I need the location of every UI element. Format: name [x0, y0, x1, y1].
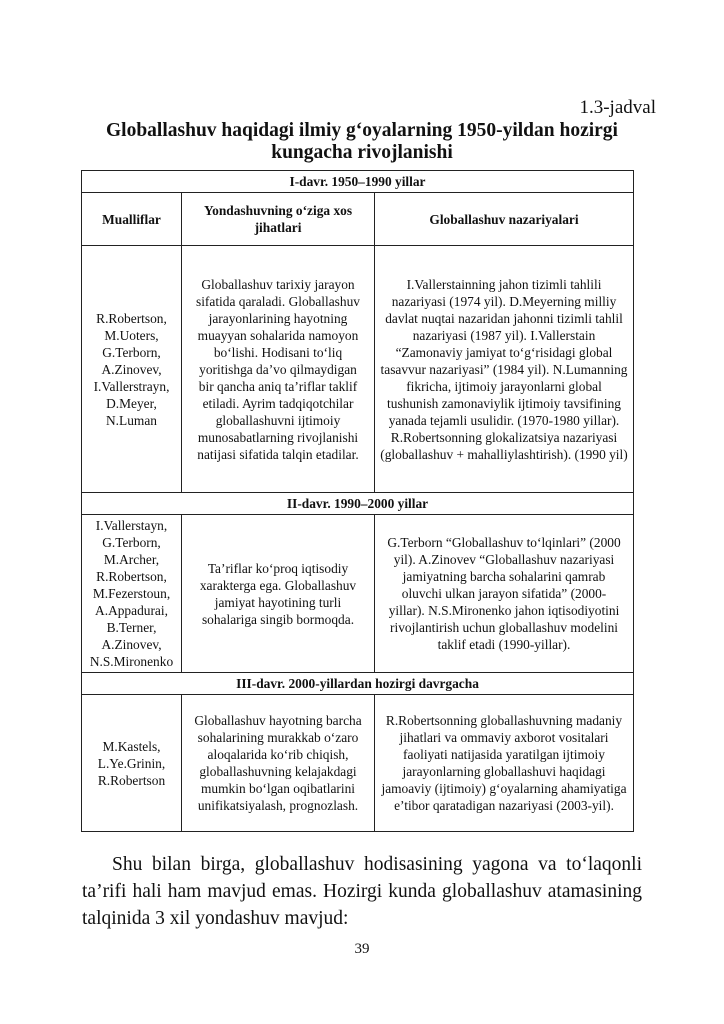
table-title: Globallashuv haqidagi ilmiy g‘oyalarning 1950-yildan hozirgi kungacha rivojlanishi [106, 120, 618, 163]
period-row [82, 171, 634, 193]
table-row [82, 246, 634, 493]
column-header-authors: Mualliflar [82, 193, 182, 246]
column-header-theories: Globallashuv nazariyalari [375, 193, 634, 246]
body-paragraph: Shu bilan birga, globallashuv hodisasining yagona va to‘laqonli ta’rifi hali ham mavjud emas. Hozirgi kunda globallashuv atamasining talqinida 3 xil yondashuv mavjud: [82, 854, 642, 929]
header-row [82, 193, 634, 246]
period-3-approach: Globallashuv hayotning barcha sohalarining murakkab o‘zaro aloqalarida ko‘rib chiqish, globallashuvning kelajakdagi mumkin bo‘lgan oqibatlarini unifikatsiyalash, prognozlash. [182, 695, 375, 832]
period-row [82, 673, 634, 695]
theories-table [81, 170, 634, 832]
period-3-label: III-davr. 2000-yillardan hozirgi davrgacha [82, 673, 634, 695]
period-3-authors: M.Kastels, L.Ye.Grinin, R.Robertson [82, 695, 182, 832]
period-1-authors: R.Robertson, M.Uoters, G.Terborn, A.Zinovev, I.Vallerstrayn, D.Meyer, N.Luman [82, 246, 182, 493]
period-1-approach: Globallashuv tarixiy jarayon sifatida qaraladi. Globallashuv jarayonlarining hayotning muayyan sohalarida namoyon bo‘lishi. Hodisani to‘liq yoritishga da’vo qilmaydigan bir qancha aniq ta’riflar taklif etiladi. Ayrim tadqiqotchilar globallashuvni ijtimoiy munosabatlarning rivojlanishi natijasi sifatida talqin etadilar. [182, 246, 375, 493]
page-number: 39 [354, 941, 370, 957]
period-2-approach: Ta’riflar ko‘proq iqtisodiy xarakterga ega. Globallashuv jamiyat hayotining turli sohalariga singib bormoqda. [182, 515, 375, 673]
period-2-theories: G.Terborn “Globallashuv to‘lqinlari” (2000 yil). A.Zinovev “Globallashuv nazariyasi jamiyatning barcha sohalarini qamrab oluvchi ulkan jarayon sifatida” (2000- yillar). N.S.Mironenko jahon iqtisodiyotini rivojlantirish uchun globallashuv modelini taklif etadi (1990-yillar). [375, 515, 634, 673]
table-row [82, 695, 634, 832]
period-1-label: I-davr. 1950–1990 yillar [82, 171, 634, 193]
period-row [82, 493, 634, 515]
table-label: 1.3-jadval [579, 97, 656, 118]
period-3-theories: R.Robertsonning globallashuvning madaniy jihatlari va ommaviy axborot vositalari faoliyati natijasida yaratilgan ijtimoiy jarayonlarning globallashuvi haqidagi jamoaviy (ijtimoiy) g‘oyalarning ahamiyatiga e’tibor qaratadigan nazariyasi (2003-yil). [375, 695, 634, 832]
period-2-authors: I.Vallerstayn, G.Terborn, M.Archer, R.Robertson, M.Fezerstoun, A.Appadurai, B.Terner, A.Zinovev, N.S.Mironenko [82, 515, 182, 673]
period-2-label: II-davr. 1990–2000 yillar [82, 493, 634, 515]
period-1-theories: I.Vallerstainning jahon tizimli tahlili nazariyasi (1974 yil). D.Meyerning milliy davlat nuqtai nazaridan jahonni tizimli tahlil nazariyasi (1987 yil). I.Vallerstain “Zamonaviy jamiyat to‘g‘risidagi global tasavvur nazariyasi” (1984 yil). N.Lumanning fikricha, ijtimoiy jarayonlarni global tushunish zamonaviylik ijtimoiy tavsifining yanada tejamli usulidir. (1970-1980 yillar). R.Robertsonning glokalizatsiya nazariyasi (globallashuv + mahalliylashtirish). (1990 yil) [375, 246, 634, 493]
table-row [82, 515, 634, 673]
column-header-approach: Yondashuvning o‘ziga xos jihatlari [182, 193, 375, 246]
